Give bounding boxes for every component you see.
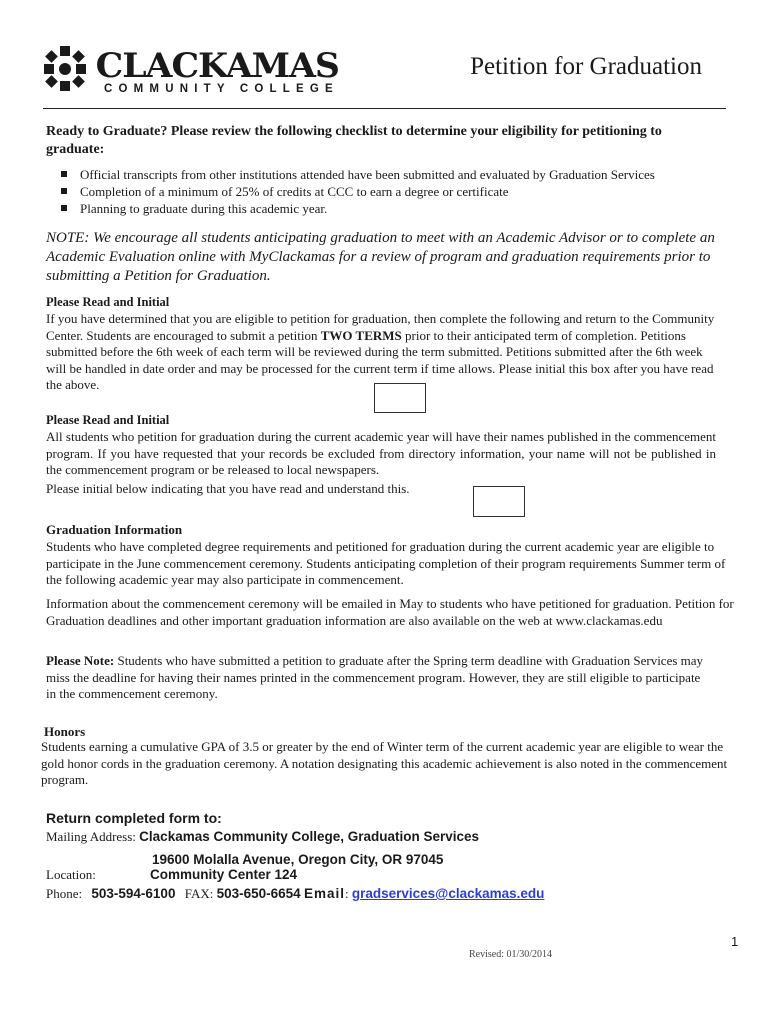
location-label: Location:: [46, 867, 96, 882]
revised-date: Revised: 01/30/2014: [469, 949, 553, 960]
email-link[interactable]: gradservices@clackamas.edu: [351, 886, 545, 901]
document-title: Petition for Graduation: [470, 53, 702, 80]
note-text: : We encourage all students anticipating graduation to meet with an Academic Advisor or to complete an Academic Evaluation online with MyClackamas for a review of program and graduation requirements prior to submitting a Petition for Graduation.: [46, 230, 715, 284]
graduation-info-paragraph-1: Students who have completed degree requirements and petitioned for graduation during the current academic year are eligible to participate in the June commencement ceremony. Students anticipating completion of their program requirements Summer term of the following academic year may also participate in commencement.: [46, 539, 726, 587]
initial-text-1: If you have determined that you are eligible to petition for graduation, then complete the following and return to the Community Center. Students are encouraged to submit a petition TWO TERMS prior to their anticipated term of completion. Petitions submitted before the 6th week of each term will be reviewed during the term submitted. Petitions submitted after the 6th week will be handled in date order and may be processed for the current term if time allows. Please initial this box after you have read the above.: [46, 311, 715, 392]
street-address: 19600 Molalla Avenue, Oregon City, OR 97045: [152, 852, 444, 867]
graduation-info-heading: Graduation Information: [46, 522, 183, 537]
initial-heading-2: Please Read and Initial: [46, 413, 170, 427]
note-label: NOTE: [46, 230, 85, 246]
two-terms-emphasis: TWO TERMS: [320, 327, 402, 343]
logo-flower-icon: [44, 46, 88, 92]
fax-label: FAX:: [184, 886, 214, 901]
eligibility-checklist: [58, 166, 748, 217]
fax-value: 503-650-6654: [216, 886, 301, 901]
phone-value: 503-594-6100: [91, 886, 176, 901]
location-row: [46, 867, 297, 883]
initial-box-2[interactable]: [473, 486, 525, 517]
mailing-label: Mailing Address:: [46, 829, 136, 844]
honors-heading: Honors: [44, 724, 86, 739]
location-value: Community Center 124: [150, 867, 298, 882]
checklist-item: Official transcripts from other institutions attended have been submitted and evaluated by Graduation Services: [58, 166, 748, 183]
graduation-info-paragraph-2: Information about the commencement ceremony will be emailed in May to students who have petitioned for graduation. Petition for Graduation deadlines and other important graduation information are also available on the web at www.clackamas.edu: [46, 596, 734, 628]
initial-heading-1: Please Read and Initial: [46, 295, 170, 309]
page-number: 1: [731, 934, 739, 949]
please-note-label: Please Note:: [46, 653, 115, 668]
please-note: Please Note: Students who have submitted a petition to graduate after the Spring term deadline with Graduation Services may miss the deadline for having their names printed in the commencement program. However, they are still eligible to participate in the commencement ceremony.: [46, 653, 704, 701]
header-divider: [43, 108, 726, 109]
email-label: Email: [303, 886, 345, 901]
checklist-item: Planning to graduate during this academic year.: [58, 200, 748, 217]
honors-text: Students earning a cumulative GPA of 3.5 or greater by the end of Winter term of the current academic year are eligible to wear the gold honor cords in the graduation ceremony. A notation designating this academic achievement is also noted in the commencement program.: [41, 739, 728, 787]
initial-box-1[interactable]: [374, 383, 426, 413]
initial-closing-2: Please initial below indicating that you have read and understand this.: [46, 481, 410, 496]
phone-label: Phone:: [46, 886, 83, 901]
mailing-address-row: [46, 829, 479, 845]
eligibility-question: Ready to Graduate? Please review the following checklist to determine your eligibility for petitioning to graduate:: [46, 124, 662, 157]
mailing-value: Clackamas Community College, Graduation Services: [139, 829, 480, 844]
advisor-note: [46, 229, 741, 286]
return-heading: Return completed form to:: [46, 810, 222, 826]
checklist-item: Completion of a minimum of 25% of credits at CCC to earn a degree or certificate: [58, 183, 748, 200]
contact-row: Phone: 503-594-6100 FAX: 503-650-6654 Email: gradservices@clackamas.edu: [46, 886, 545, 901]
initial-text-2: All students who petition for graduation during the current academic year will have their names published in the commencement program. If you have requested that your records be excluded from directory information, your name will not be published in the commencement program or be released to local newspapers.: [46, 429, 716, 477]
logo-wordmark: CLACKAMAS: [95, 46, 339, 86]
logo-subtitle: COMMUNITY COLLEGE: [104, 83, 339, 95]
